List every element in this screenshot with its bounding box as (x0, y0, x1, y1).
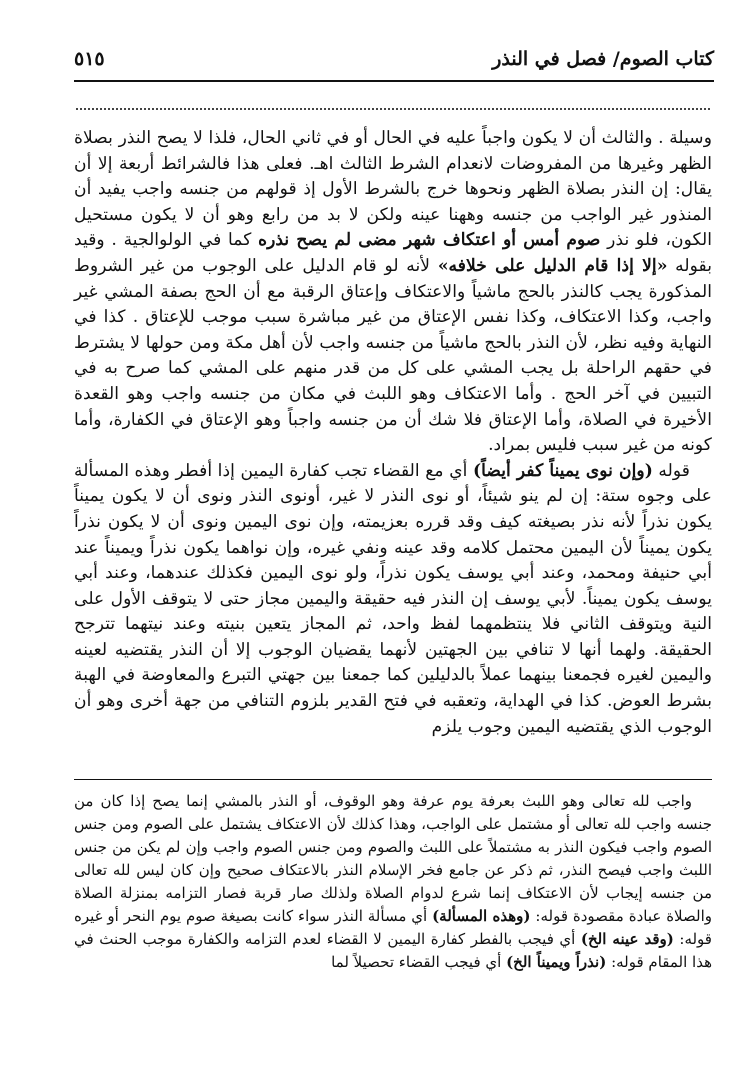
main-text (74, 126, 712, 740)
bold-quote: صوم أمس أو اعتكاف شهر مضى لم يصح نذره (258, 230, 601, 251)
bold-quote: (وهذه المسألة) (432, 907, 531, 925)
text-run: وسيلة . والثالث أن لا يكون واجباً عليه في الحال أو في ثاني الحال، فلذا لا يصح النذر بصلاة الظهر وغيرها من المفروضات لانعدام الشرط الثالث اهـ. فعلى هذا فالشرائط أربعة إلا أن يقال: إن النذر بصلاة الظهر ونحوها خرج بالشرط الأول إذ قولهم من جنسه واجب يفيد أن المنذور غير الواجب من جنسه وههنا عينه ولكن لا بد من رابع وهو أن لا يكون مستحيل الكون، فلو نذر (74, 128, 712, 251)
text-run: واجب لله تعالى وهو اللبث بعرفة يوم عرفة وهو الوقوف، أو النذر بالمشي إنما يصح إذا كان من جنسه واجب لله تعالى أو مشتمل على الواجب، وهذا كذلك لأن الاعتكاف يشتمل على الصوم ومن جنس الصوم واجب فيكون النذر به مشتملاً على اللبث والصوم ومن جنس الصوم واجب وإن لم يكن من جنس اللبث واجب فيصح النذر، ثم ذكر عن جامع فخر الإسلام النذر بالاعتكاف صحيح وإن كان ليس لله تعالى من جنسه إيجاب لأن الاعتكاف إنما شرع لدوام الصلاة ولذلك صار قربة فصار التزامه بمنزلة الصلاة والصلاة عبادة مقصودة قوله: (74, 792, 712, 925)
bold-quote: (نذراً ويميناً الخ) (506, 953, 607, 971)
text-run: لأنه لو قام الدليل على الوجوب من غير الشروط المذكورة يجب كالنذر بالحج ماشياً والاعتكاف وإعتاق الرقبة مع أن الحج بصفة المشي غير واجب، وكذا الاعتكاف، وكذا نفس الإعتاق من غير مباشرة سبب موجب للإعتاق . كذا في النهاية وفيه نظر، لأن النذر بالحج ماشياً من جنسه واجب لأن أهل مكة ومن حولها لا يشترط في حقهم الراحلة بل يجب المشي على كل من قدر منهم على المشي كما صرح به في التبيين في آخر الحج . وأما الاعتكاف وهو اللبث في مكان من جنسه واجب وهو القعدة الأخيرة في الصلاة، وأما الإعتاق فلا شك أن من جنسه واجباً وهو الإعتاق في الكفارة، وأما كونه من غير سبب فليس بمراد. (74, 255, 712, 456)
main-paragraph (74, 126, 712, 459)
page-number: ٥١٥ (74, 48, 105, 70)
dotted-separator (76, 92, 710, 110)
text-run: أي فيجب القضاء تحصيلاً لما (331, 953, 507, 971)
bold-quote: (وإن نوى يميناً كفر أيضاً) (473, 460, 653, 481)
text-run: قوله (652, 460, 690, 481)
footnote-separator (74, 779, 712, 780)
text-run: أي فيجب بالفطر كفارة اليمين لا القضاء لعدم التزامه والكفارة موجب الحنث في هذا المقام قوله: (74, 930, 712, 971)
text-run: أي مسألة النذر سواء كانت بصيغة صوم يوم النحر أو غيره قوله: (74, 907, 712, 948)
text-run: كما في الولوالجية . وقيد بقوله (74, 230, 712, 276)
footnotes (74, 790, 712, 974)
text-run: أي مع القضاء تجب كفارة اليمين إذا أفطر وهذه المسألة على وجوه ستة: إن لم ينو شيئاً، أو نوى النذر لا غير، أونوى النذر ونوى أن لا يكون يميناً يكون نذراً لأنه نذر بصيغته كيف وقد قرره بعزيمته، وإن نوى اليمين ونوى أن لا يكون نذراً يكون يميناً لأن اليمين محتمل كلامه وقد عينه ونفي غيره، وإن نواهما يكون نذراً ويميناً عند أبي حنيفة ومحمد، وعند أبي يوسف يكون نذراً، ولو نوى اليمين فكذلك عندهما، وعند أبي يوسف يكون يميناً. لأبي يوسف إن النذر فيه حقيقة واليمين مجاز حتى لا يتوقف الأول على النية ويتوقف الثاني فلا ينتظمهما لفظ واحد، ثم المجاز يتعين بنيته وعند نيتهما تترجح الحقيقة. ولهما أنها لا تنافي بين الجهتين لأنهما يقضيان الوجوب إلا أن النذر يقتضيه لعينه واليمين لغيره فجمعنا بينهما عملاً بالدليلين كما جمعنا بين جهتي التبرع والمعاوضة في الهبة بشرط العوض. كذا في الهداية، وتعقبه في فتح القدير بلزوم التنافي من جهة أخرى وهو أن الوجوب الذي يقتضيه اليمين وجوب يلزم (74, 460, 712, 737)
running-title: كتاب الصوم/ فصل في النذر (492, 48, 714, 70)
main-paragraph (74, 459, 712, 741)
footnote-paragraph (74, 790, 712, 974)
running-header (74, 48, 714, 78)
bold-quote: (وقد عينه الخ) (580, 930, 674, 948)
bold-quote: «إلا إذا قام الدليل على خلافه» (437, 255, 668, 276)
header-rule (74, 80, 714, 82)
